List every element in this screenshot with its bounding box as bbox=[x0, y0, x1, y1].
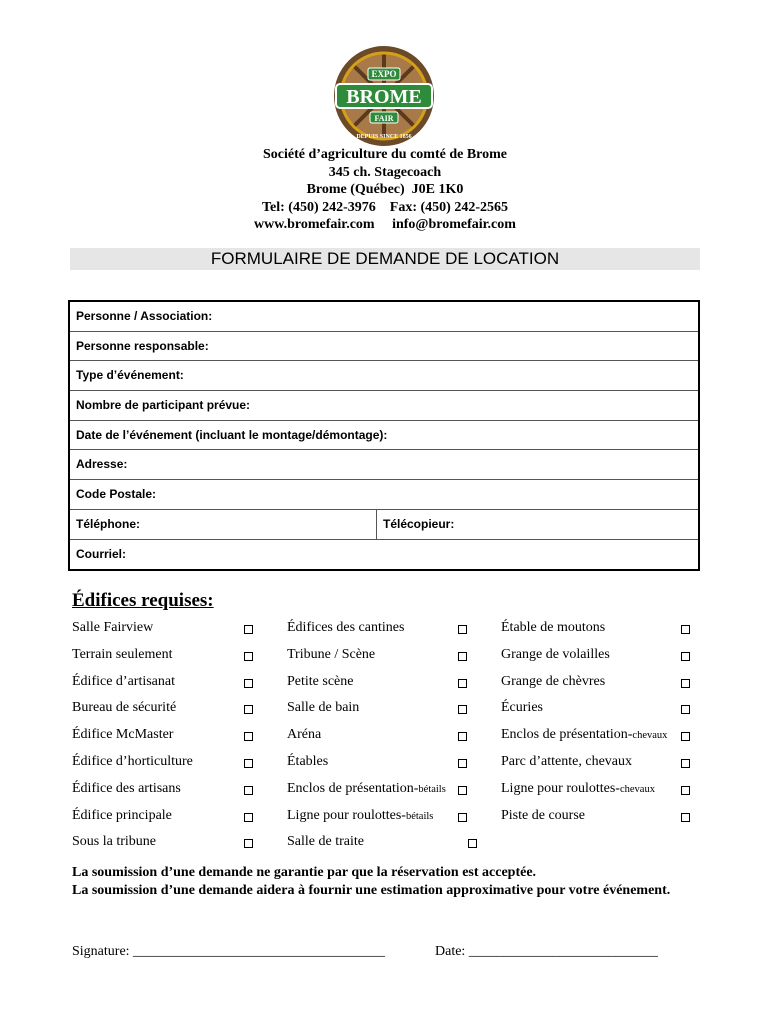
building-name: Étables bbox=[287, 754, 329, 769]
building-checkbox-col3-2[interactable] bbox=[681, 679, 690, 688]
field-label-postal: Code Postale: bbox=[76, 487, 157, 502]
building-checkbox-col2-2[interactable] bbox=[458, 679, 467, 688]
building-name: Piste de course bbox=[501, 807, 585, 823]
building-name: Aréna bbox=[287, 727, 322, 743]
building-name: Salle de traite bbox=[287, 834, 364, 850]
field-label-participants: Nombre de participant prévue: bbox=[76, 398, 251, 413]
building-label-col1-3 bbox=[72, 700, 176, 716]
building-name: Terrain seulement bbox=[72, 646, 173, 662]
building-label-col1-8 bbox=[72, 834, 156, 850]
building-name: Édifice McMaster bbox=[72, 727, 174, 743]
building-label-col1-4 bbox=[72, 727, 173, 743]
building-name: Ligne pour roulottes- bbox=[287, 807, 406, 823]
field-label-person: Personne / Association: bbox=[76, 309, 213, 323]
building-checkbox-col2-0[interactable] bbox=[458, 625, 467, 634]
logo-top-text: EXPO bbox=[371, 69, 397, 79]
building-checkbox-col1-6[interactable] bbox=[244, 786, 253, 795]
building-checkbox-col2-8[interactable] bbox=[468, 839, 477, 848]
building-name: Édifice d’artisanat bbox=[72, 673, 176, 689]
field-row-phone-fax bbox=[70, 510, 698, 540]
submission-notice bbox=[72, 864, 692, 900]
building-label-col3-1 bbox=[501, 647, 610, 663]
building-name-suffix: chevaux bbox=[632, 730, 668, 742]
building-checkbox-col1-1[interactable] bbox=[244, 652, 253, 661]
building-label-col1-7 bbox=[72, 808, 172, 824]
building-label-col2-1 bbox=[287, 647, 375, 663]
building-checkbox-col2-7[interactable] bbox=[458, 813, 467, 822]
building-name: Édifice principale bbox=[72, 807, 172, 823]
building-checkbox-col1-5[interactable] bbox=[244, 759, 253, 768]
building-checkbox-col3-3[interactable] bbox=[681, 705, 690, 714]
building-label-col2-6 bbox=[287, 781, 446, 797]
building-checkbox-col3-5[interactable] bbox=[681, 759, 690, 768]
building-name: Étable de moutons bbox=[501, 620, 606, 635]
building-checkbox-col3-4[interactable] bbox=[681, 732, 690, 741]
building-name: Tribune / Scène bbox=[287, 646, 376, 662]
building-name: Écuries bbox=[501, 700, 543, 716]
applicant-info-table bbox=[68, 300, 700, 571]
building-checkbox-col1-4[interactable] bbox=[244, 732, 253, 741]
building-name: Salle Fairview bbox=[72, 620, 154, 635]
building-checkbox-col1-7[interactable] bbox=[244, 813, 253, 822]
field-row-postal[interactable] bbox=[70, 480, 698, 510]
org-web-email: www.bromefair.com info@bromefair.com bbox=[254, 217, 516, 232]
field-label-event-type: Type d’événement: bbox=[76, 368, 184, 383]
field-label-event-date: Date de l’événement (incluant le montage/démontage): bbox=[76, 427, 388, 442]
building-checkbox-col1-0[interactable] bbox=[244, 625, 253, 634]
building-name: Enclos de présentation- bbox=[287, 780, 419, 796]
building-label-col2-5 bbox=[287, 754, 328, 770]
building-name: Grange de chèvres bbox=[501, 673, 606, 689]
building-checkbox-col2-6[interactable] bbox=[458, 786, 467, 795]
building-checkbox-col3-6[interactable] bbox=[681, 786, 690, 795]
building-label-col1-2 bbox=[72, 674, 175, 690]
organization-header bbox=[0, 146, 770, 234]
form-title: FORMULAIRE DE DEMANDE DE LOCATION bbox=[70, 248, 700, 270]
building-checkbox-col3-1[interactable] bbox=[681, 652, 690, 661]
buildings-section-title: Édifices requises: bbox=[72, 590, 214, 611]
building-name: Ligne pour roulottes- bbox=[501, 780, 620, 796]
org-phone-fax: Tel: (450) 242-3976 Fax: (450) 242-2565 bbox=[261, 199, 508, 215]
building-checkbox-col1-2[interactable] bbox=[244, 679, 253, 688]
building-label-col1-5 bbox=[72, 754, 193, 770]
building-name-suffix: bétails bbox=[418, 783, 446, 795]
building-checkbox-col1-8[interactable] bbox=[244, 839, 253, 848]
building-name: Sous la tribune bbox=[72, 834, 156, 850]
field-row-responsible[interactable] bbox=[70, 332, 698, 362]
brome-fair-logo bbox=[328, 42, 440, 150]
org-city: Brome (Québec) J0E 1K0 bbox=[306, 182, 464, 197]
field-row-event-date[interactable] bbox=[70, 421, 698, 451]
building-checkbox-col3-0[interactable] bbox=[681, 625, 690, 634]
building-label-col3-4 bbox=[501, 727, 667, 743]
building-name-suffix: chevaux bbox=[619, 783, 655, 795]
logo-bottom-text: FAIR bbox=[374, 114, 394, 123]
logo-main-text: BROME bbox=[346, 86, 422, 108]
building-name: Bureau de sécurité bbox=[72, 700, 177, 716]
field-row-person[interactable] bbox=[70, 302, 698, 332]
building-checkbox-col2-3[interactable] bbox=[458, 705, 467, 714]
org-name: Société d’agriculture du comté de Brome bbox=[262, 147, 508, 162]
building-name: Salle de bain bbox=[287, 700, 360, 716]
building-name: Petite scène bbox=[287, 673, 354, 689]
building-checkbox-col1-3[interactable] bbox=[244, 705, 253, 714]
building-label-col1-0 bbox=[72, 620, 153, 636]
building-name: Édifice des artisans bbox=[72, 780, 181, 796]
building-name-suffix: bétails bbox=[405, 810, 434, 822]
field-label-address: Adresse: bbox=[76, 457, 128, 472]
building-checkbox-col2-4[interactable] bbox=[458, 732, 467, 741]
building-label-col3-2 bbox=[501, 674, 605, 690]
field-label-phone: Téléphone: bbox=[76, 516, 141, 531]
building-label-col2-3 bbox=[287, 700, 359, 716]
building-name: Parc d’attente, chevaux bbox=[501, 754, 632, 769]
field-row-address[interactable] bbox=[70, 450, 698, 480]
field-row-event-type[interactable] bbox=[70, 361, 698, 391]
signature-line[interactable]: Signature: ____________________________________ bbox=[72, 944, 386, 959]
building-label-col1-6 bbox=[72, 781, 181, 797]
building-name: Édifice d’horticulture bbox=[72, 754, 193, 769]
building-label-col2-4 bbox=[287, 727, 321, 743]
building-checkbox-col3-7[interactable] bbox=[681, 813, 690, 822]
building-label-col1-1 bbox=[72, 647, 172, 663]
field-label-fax: Télécopieur: bbox=[383, 516, 455, 531]
building-label-col2-7 bbox=[287, 808, 433, 824]
logo-ring-text: DEPUIS SINCE 1856 bbox=[356, 134, 412, 140]
org-street: 345 ch. Stagecoach bbox=[328, 164, 442, 180]
building-label-col2-8 bbox=[287, 834, 364, 850]
building-checkbox-col2-1[interactable] bbox=[458, 652, 467, 661]
building-label-col2-0 bbox=[287, 620, 404, 636]
field-cell-phone[interactable] bbox=[70, 510, 377, 539]
field-cell-fax[interactable] bbox=[377, 510, 698, 539]
building-name: Grange de volailles bbox=[501, 646, 610, 662]
field-label-responsible: Personne responsable: bbox=[76, 338, 209, 353]
field-label-email: Courriel: bbox=[76, 546, 127, 561]
notice-line-2: La soumission d’une demande aidera à fournir une estimation approximative pour votre événement. bbox=[72, 883, 671, 898]
field-row-participants[interactable] bbox=[70, 391, 698, 421]
building-name: Enclos de présentation- bbox=[501, 727, 633, 743]
building-label-col3-7 bbox=[501, 808, 585, 824]
building-label-col3-0 bbox=[501, 620, 605, 636]
building-name: Édifices des cantines bbox=[287, 620, 405, 635]
field-row-email[interactable] bbox=[70, 540, 698, 570]
building-checkbox-col2-5[interactable] bbox=[458, 759, 467, 768]
building-label-col3-5 bbox=[501, 754, 632, 770]
notice-line-1: La soumission d’une demande ne garantie par que la réservation est acceptée. bbox=[72, 865, 537, 880]
building-label-col3-3 bbox=[501, 700, 543, 716]
date-line[interactable]: Date: ___________________________ bbox=[435, 944, 658, 959]
building-label-col3-6 bbox=[501, 781, 655, 797]
building-label-col2-2 bbox=[287, 674, 353, 690]
